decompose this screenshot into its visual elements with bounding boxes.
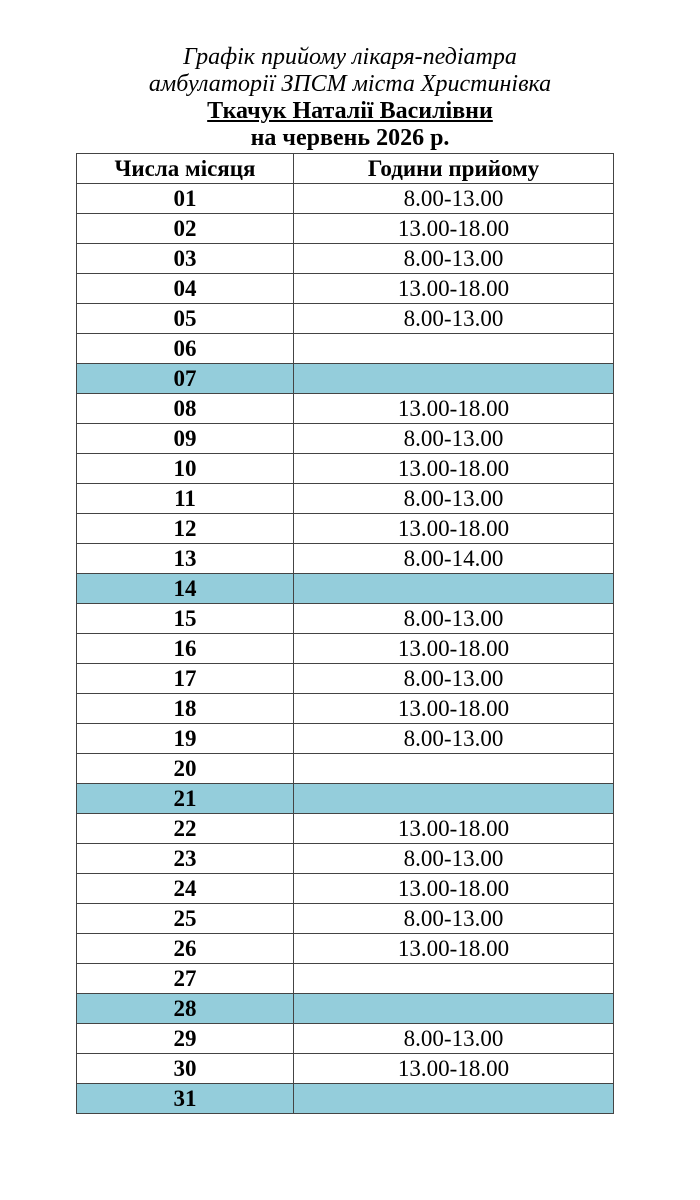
- table-row: [77, 484, 614, 514]
- table-row: [77, 214, 614, 244]
- hours-cell: [294, 964, 614, 994]
- table-row: [77, 424, 614, 454]
- hours-cell: 8.00-14.00: [294, 544, 614, 574]
- day-number-cell: 30: [77, 1054, 294, 1084]
- hours-cell: 8.00-13.00: [294, 424, 614, 454]
- day-number-cell: 31: [77, 1084, 294, 1114]
- day-number-cell: 19: [77, 724, 294, 754]
- day-number-cell: 13: [77, 544, 294, 574]
- table-row-day-off: [77, 784, 614, 814]
- day-number-cell: 28: [77, 994, 294, 1024]
- day-number-cell: 15: [77, 604, 294, 634]
- hours-cell: 13.00-18.00: [294, 874, 614, 904]
- hours-cell: 13.00-18.00: [294, 274, 614, 304]
- day-number-cell: 26: [77, 934, 294, 964]
- hours-cell: 8.00-13.00: [294, 304, 614, 334]
- table-row: [77, 544, 614, 574]
- day-number-cell: 24: [77, 874, 294, 904]
- day-number-cell: 02: [77, 214, 294, 244]
- table-row: [77, 334, 614, 364]
- hours-cell: 13.00-18.00: [294, 934, 614, 964]
- doctor-name: Ткачук Наталії Василівни: [207, 98, 493, 124]
- day-number-cell: 22: [77, 814, 294, 844]
- day-number-cell: 29: [77, 1024, 294, 1054]
- table-row-day-off: [77, 994, 614, 1024]
- day-number-cell: 03: [77, 244, 294, 274]
- hours-cell: 8.00-13.00: [294, 724, 614, 754]
- day-number-cell: 21: [77, 784, 294, 814]
- day-number-cell: 01: [77, 184, 294, 214]
- hours-cell: 13.00-18.00: [294, 514, 614, 544]
- table-row: [77, 604, 614, 634]
- table-row: [77, 1054, 614, 1084]
- day-number-cell: 04: [77, 274, 294, 304]
- schedule-period: на червень 2026 р.: [250, 125, 450, 151]
- header-title-line-2: амбулаторії ЗПСМ міста Христинівка: [148, 71, 552, 97]
- day-number-cell: 25: [77, 904, 294, 934]
- schedule-body: [77, 184, 614, 1114]
- hours-cell: 13.00-18.00: [294, 1054, 614, 1084]
- table-row: [77, 514, 614, 544]
- table-row: [77, 184, 614, 214]
- hours-cell: 13.00-18.00: [294, 454, 614, 484]
- table-row: [77, 394, 614, 424]
- table-row: [77, 1024, 614, 1054]
- hours-cell: 13.00-18.00: [294, 694, 614, 724]
- hours-cell: [294, 364, 614, 394]
- header-title-line-1: Графік прийому лікаря-педіатра: [183, 44, 517, 70]
- table-row: [77, 454, 614, 484]
- table-row-day-off: [77, 574, 614, 604]
- table-row: [77, 904, 614, 934]
- hours-cell: 8.00-13.00: [294, 664, 614, 694]
- day-number-cell: 08: [77, 394, 294, 424]
- table-row: [77, 274, 614, 304]
- hours-cell: [294, 754, 614, 784]
- hours-cell: 8.00-13.00: [294, 484, 614, 514]
- hours-cell: [294, 994, 614, 1024]
- day-number-cell: 05: [77, 304, 294, 334]
- table-row: [77, 844, 614, 874]
- day-number-cell: 12: [77, 514, 294, 544]
- hours-cell: 13.00-18.00: [294, 814, 614, 844]
- table-row: [77, 244, 614, 274]
- schedule-header-row: [77, 154, 614, 184]
- table-row: [77, 304, 614, 334]
- table-row: [77, 814, 614, 844]
- hours-cell: 8.00-13.00: [294, 1024, 614, 1054]
- table-row: [77, 634, 614, 664]
- day-number-cell: 09: [77, 424, 294, 454]
- hours-cell: 13.00-18.00: [294, 214, 614, 244]
- doctor-name-line: [0, 98, 700, 125]
- hours-cell: [294, 784, 614, 814]
- table-row: [77, 964, 614, 994]
- day-number-cell: 27: [77, 964, 294, 994]
- hours-cell: 8.00-13.00: [294, 244, 614, 274]
- document-header: [0, 44, 700, 152]
- schedule-table: [76, 153, 614, 1114]
- hours-cell: 8.00-13.00: [294, 184, 614, 214]
- hours-cell: [294, 574, 614, 604]
- day-number-cell: 17: [77, 664, 294, 694]
- day-number-cell: 14: [77, 574, 294, 604]
- day-number-cell: 18: [77, 694, 294, 724]
- table-row: [77, 874, 614, 904]
- table-row: [77, 934, 614, 964]
- column-header-day: Числа місяця: [77, 154, 294, 184]
- day-number-cell: 10: [77, 454, 294, 484]
- table-row-day-off: [77, 1084, 614, 1114]
- hours-cell: [294, 1084, 614, 1114]
- table-row: [77, 754, 614, 784]
- column-header-hours: Години прийому: [294, 154, 614, 184]
- table-row: [77, 694, 614, 724]
- day-number-cell: 11: [77, 484, 294, 514]
- table-row-day-off: [77, 364, 614, 394]
- table-row: [77, 724, 614, 754]
- day-number-cell: 23: [77, 844, 294, 874]
- day-number-cell: 16: [77, 634, 294, 664]
- hours-cell: 13.00-18.00: [294, 394, 614, 424]
- day-number-cell: 06: [77, 334, 294, 364]
- hours-cell: 8.00-13.00: [294, 844, 614, 874]
- hours-cell: 8.00-13.00: [294, 904, 614, 934]
- table-row: [77, 664, 614, 694]
- hours-cell: 8.00-13.00: [294, 604, 614, 634]
- day-number-cell: 20: [77, 754, 294, 784]
- day-number-cell: 07: [77, 364, 294, 394]
- hours-cell: 13.00-18.00: [294, 634, 614, 664]
- hours-cell: [294, 334, 614, 364]
